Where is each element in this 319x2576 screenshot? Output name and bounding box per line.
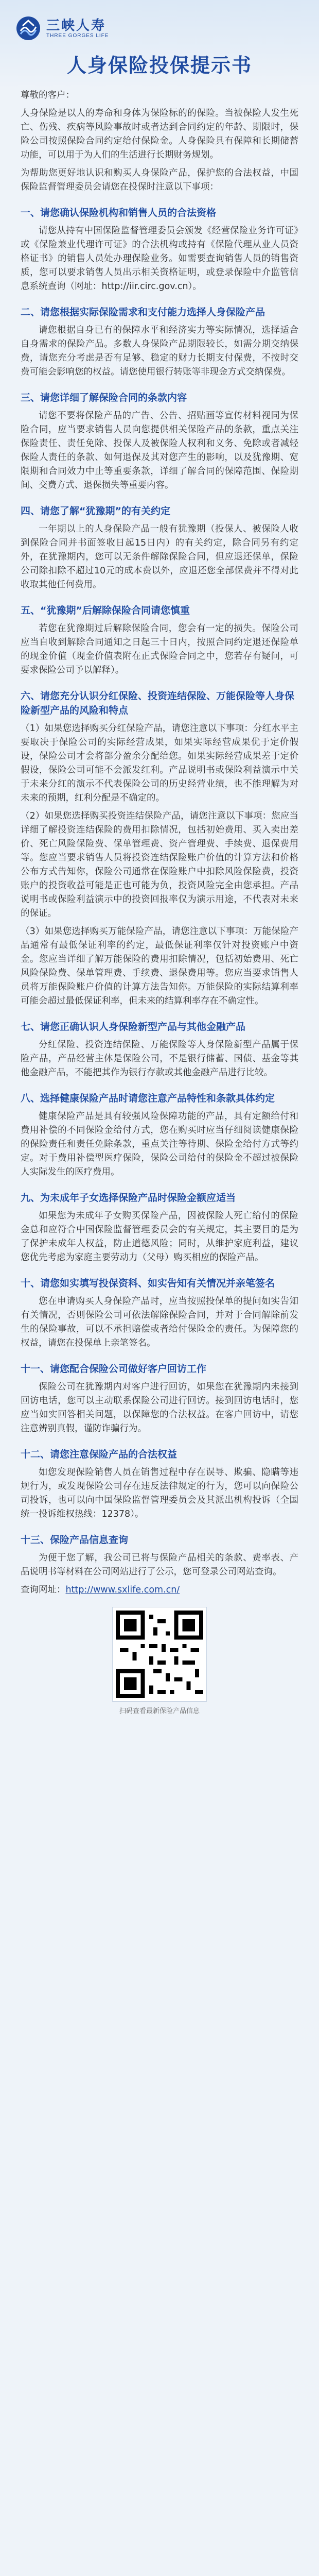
page-title: 人身保险投保提示书 bbox=[66, 54, 252, 77]
main-content bbox=[0, 89, 319, 1715]
section-paragraph: 一年期以上的人身保险产品一般有犹豫期（投保人、被保险人收到保险合同并书面签收日起15日内）的有关约定，除合同另有约定外，在犹豫期内，您可以无条件解除保险合同，但应退还保单，保险公司除扣除不超过10元的成本费以外，应退还您全部保费并不得对此收取其他任何费用。 bbox=[21, 524, 298, 590]
section-6 bbox=[21, 689, 298, 1008]
section-3 bbox=[21, 391, 298, 493]
section-5 bbox=[21, 603, 298, 677]
section-paragraph: 请您从持有中国保险监督管理委员会颁发《经营保险业务许可证》或《保险兼业代理许可证》的合法机构或持有《保险代理从业人员资格证书》的销售人员处办理保险业务。如需要查询销售人员的销售资质，您可以要求销售人员出示相关资格证明，或登录保险中介监管信息系统查询（网址：http://iir.circ.gov.cn）。 bbox=[21, 226, 298, 292]
section-2 bbox=[21, 305, 298, 379]
section-heading: 六、请您充分认识分红保险、投资连结保险、万能保险等人身保险新型产品的风险和特点 bbox=[21, 690, 295, 716]
section-paragraph: 为便于您了解，我公司已将与保险产品相关的条款、费率表、产品说明书等材料在公司网站进行了公示，您可登录公司网站查询。 bbox=[21, 1553, 298, 1577]
section-paragraph: 如您发现保险销售人员在销售过程中存在误导、欺骗、隐瞒等违规行为，或发现保险公司存在违反法律规定的行为，您可以向保险公司投诉，也可以向中国保险监督管理委员会及其派出机构投诉（全国统一投诉维权热线：12378）。 bbox=[21, 1467, 298, 1519]
section-paragraph: 您在申请购买人身保险产品时，应当按照投保单的提问如实告知有关情况，否则保险公司可依法解除保险合同，并对于合同解除前发生的保险事故，可以不承担赔偿或者给付保险金的责任。为保障您的权益，请您在投保单上亲笔签名。 bbox=[21, 1296, 298, 1348]
intro-paragraph: 人身保险是以人的寿命和身体为保险标的的保险。当被保险人发生死亡、伤残、疾病等风险事故时或者达到合同约定的年龄、期限时，保险公司按照保险合同约定给付保险金。人身保险具有保障和长期储蓄功能，可以用于为人们的生活进行长期财务规划。 bbox=[21, 108, 298, 160]
brand-name-cn: 三峡人寿 bbox=[46, 18, 107, 33]
section-paragraph: 分红保险、投资连结保险、万能保险等人身保险新型产品属于保险产品，产品经营主体是保险公司，不是银行储蓄、国债、基金等其他金融产品，不能把其作为银行存款或其他金融产品进行比较。 bbox=[21, 1040, 298, 1078]
section-9 bbox=[21, 1191, 298, 1265]
section-paragraph: 请您不要将保险产品的广告、公告、招贴画等宣传材料视同为保险合同，应当要求销售人员向您提供相关保险产品的条款，重点关注保险责任、责任免除、投保人及被保险人权利和义务、免除或者减轻保险人责任的条款、如何退保及其对您产生的影响，以及犹豫期、宽限期和合同效力中止等重要条款，详细了解合同的保障范围、保险期间、交费方式、退保损失等重要内容。 bbox=[21, 411, 298, 490]
section-paragraph: 若您在犹豫期过后解除保险合同，您会有一定的损失。保险公司应当自收到解除合同通知之日起三十日内，按照合同约定退还保险单的现金价值（现金价值表附在正式保险合同之中，您若存有疑问，可要求保险公司予以解释）。 bbox=[21, 623, 298, 675]
section-13 bbox=[21, 1533, 298, 1597]
section-12 bbox=[21, 1447, 298, 1521]
section-paragraph bbox=[21, 1583, 298, 1597]
intro-greeting: 尊敬的客户： bbox=[21, 90, 75, 100]
intro bbox=[21, 89, 298, 194]
brand-name-en: THREE GORGES LIFE bbox=[46, 32, 109, 39]
qr-area bbox=[21, 1607, 298, 1715]
section-paragraph: （3）如果您选择购买万能保险产品，请您注意以下事项：万能保险产品通常有最低保证利率的约定，最低保证利率仅针对投资账户中资金。您应当详细了解万能保险的费用扣除情况，包括初始费用、死亡风险保险费、保单管理费、手续费、退保费用等。您应当要求销售人员将万能保险账户价值的计算方法告知你。万能保险的实际结算利率可能会超过最低保证利率，但未来的结算利率存在不确定性。 bbox=[21, 926, 298, 1006]
section-heading: 十、请您如实填写投保资料、如实告知有关情况并亲笔签名 bbox=[21, 1278, 275, 1289]
section-heading: 五、“犹豫期”后解除保险合同请您慎重 bbox=[21, 605, 190, 616]
section-8 bbox=[21, 1091, 298, 1179]
section-paragraph: （2）如果您选择购买投资连结保险产品，请您注意以下事项：您应当详细了解投资连结保险的费用扣除情况，包括初始费用、买入卖出差价、死亡风险保险费、保单管理费、资产管理费、手续费、退保费用等。您应当要求销售人员将投资连结保险账户价值的计算方法和价格公布方式告知你，保险公司通常在保险账户中扣除风险保险费，投资账户的投资收益可能是正也可能为负，投资风险完全由您承担。产品说明书或保险利益演示中的投资回报率仅为演示用途，不代表对未来的保证。 bbox=[21, 811, 298, 919]
intro-paragraph: 为帮助您更好地认识和购买人身保险产品，保护您的合法权益，中国保险监督管理委员会请您在投保时注意以下事项： bbox=[21, 168, 298, 192]
section-heading: 十三、保险产品信息查询 bbox=[21, 1534, 129, 1546]
section-paragraph: 健康保险产品是具有较强风险保障功能的产品，具有定额给付和费用补偿的不同保险金给付方式，您在购买时应当仔细阅读健康保险的保险责任和责任免除条款，重点关注等待期、保险金给付方式等约定。对于费用补偿型医疗保险，保险公司给付的保险金不超过被保险人实际发生的医疗费用。 bbox=[21, 1111, 298, 1177]
section-heading: 二、请您根据实际保险需求和支付能力选择人身保险产品 bbox=[21, 307, 265, 318]
query-url-link[interactable]: http://www.sxlife.com.cn/ bbox=[65, 1585, 180, 1595]
section-4 bbox=[21, 504, 298, 592]
qr-caption: 扫码查看最新保险产品信息 bbox=[119, 1707, 200, 1715]
section-11 bbox=[21, 1362, 298, 1436]
section-10 bbox=[21, 1276, 298, 1350]
section-heading: 九、为未成年子女选择保险产品时保险金额应适当 bbox=[21, 1192, 236, 1204]
section-paragraph: 如果您为未成年子女购买保险产品，因被保险人死亡给付的保险金总和应符合中国保险监督管理委员会的有关规定，其主要目的是为了保护未成年人权益，防止道德风险；同时，从维护家庭利益，建议您优先考虑为家庭主要劳动力（父母）购买相应的保险产品。 bbox=[21, 1211, 298, 1263]
section-heading: 一、请您确认保险机构和销售人员的合法资格 bbox=[21, 207, 217, 218]
section-heading: 十一、请您配合保险公司做好客户回访工作 bbox=[21, 1363, 207, 1375]
qr-code-icon[interactable] bbox=[113, 1607, 206, 1701]
section-paragraph: 请您根据自身已有的保障水平和经济实力等实际情况，选择适合自身需求的保险产品。多数人身保险产品期限较长，如需分期交纳保费，请您充分考虑是否有足够、稳定的财力长期支付保费，不按时交费可能会影响您的权益。请您使用银行转账等非现金方式交纳保费。 bbox=[21, 325, 298, 377]
query-url-label: 查询网址： bbox=[21, 1585, 66, 1595]
section-heading: 七、请您正确认识人身保险新型产品与其他金融产品 bbox=[21, 1021, 246, 1032]
logo-mark-icon bbox=[15, 15, 41, 41]
section-1 bbox=[21, 206, 298, 294]
brand-logo bbox=[15, 15, 109, 41]
section-paragraph: 保险公司在犹豫期内对客户进行回访，如果您在犹豫期内未接到回访电话，您可以主动联系保险公司进行回访。接到回访电话时，您应当如实回答相关问题，以保障您的合法权益。在客户回访中，请您注意辨别真假，谨防诈骗行为。 bbox=[21, 1382, 298, 1434]
header bbox=[0, 0, 319, 89]
section-heading: 十二、请您注意保险产品的合法权益 bbox=[21, 1449, 178, 1460]
section-heading: 四、请您了解“犹豫期”的有关约定 bbox=[21, 505, 170, 517]
section-7 bbox=[21, 1020, 298, 1080]
section-paragraph: （1）如果您选择购买分红保险产品，请您注意以下事项：分红水平主要取决于保险公司的实际经营成果，如果实际经营成果优于定价假设，保险公司才会将部分盈余分配给您。如果实际经营成果差于定价假设，保险公司可能不会派发红利。产品说明书或保险利益演示中关于未来分红的演示不代表保险公司的历史经营业绩，也不能理解为对未来的预期，红利分配是不确定的。 bbox=[21, 723, 298, 803]
section-heading: 八、选择健康保险产品时请您注意产品特性和条款具体约定 bbox=[21, 1093, 275, 1104]
section-heading: 三、请您详细了解保险合同的条款内容 bbox=[21, 392, 187, 403]
